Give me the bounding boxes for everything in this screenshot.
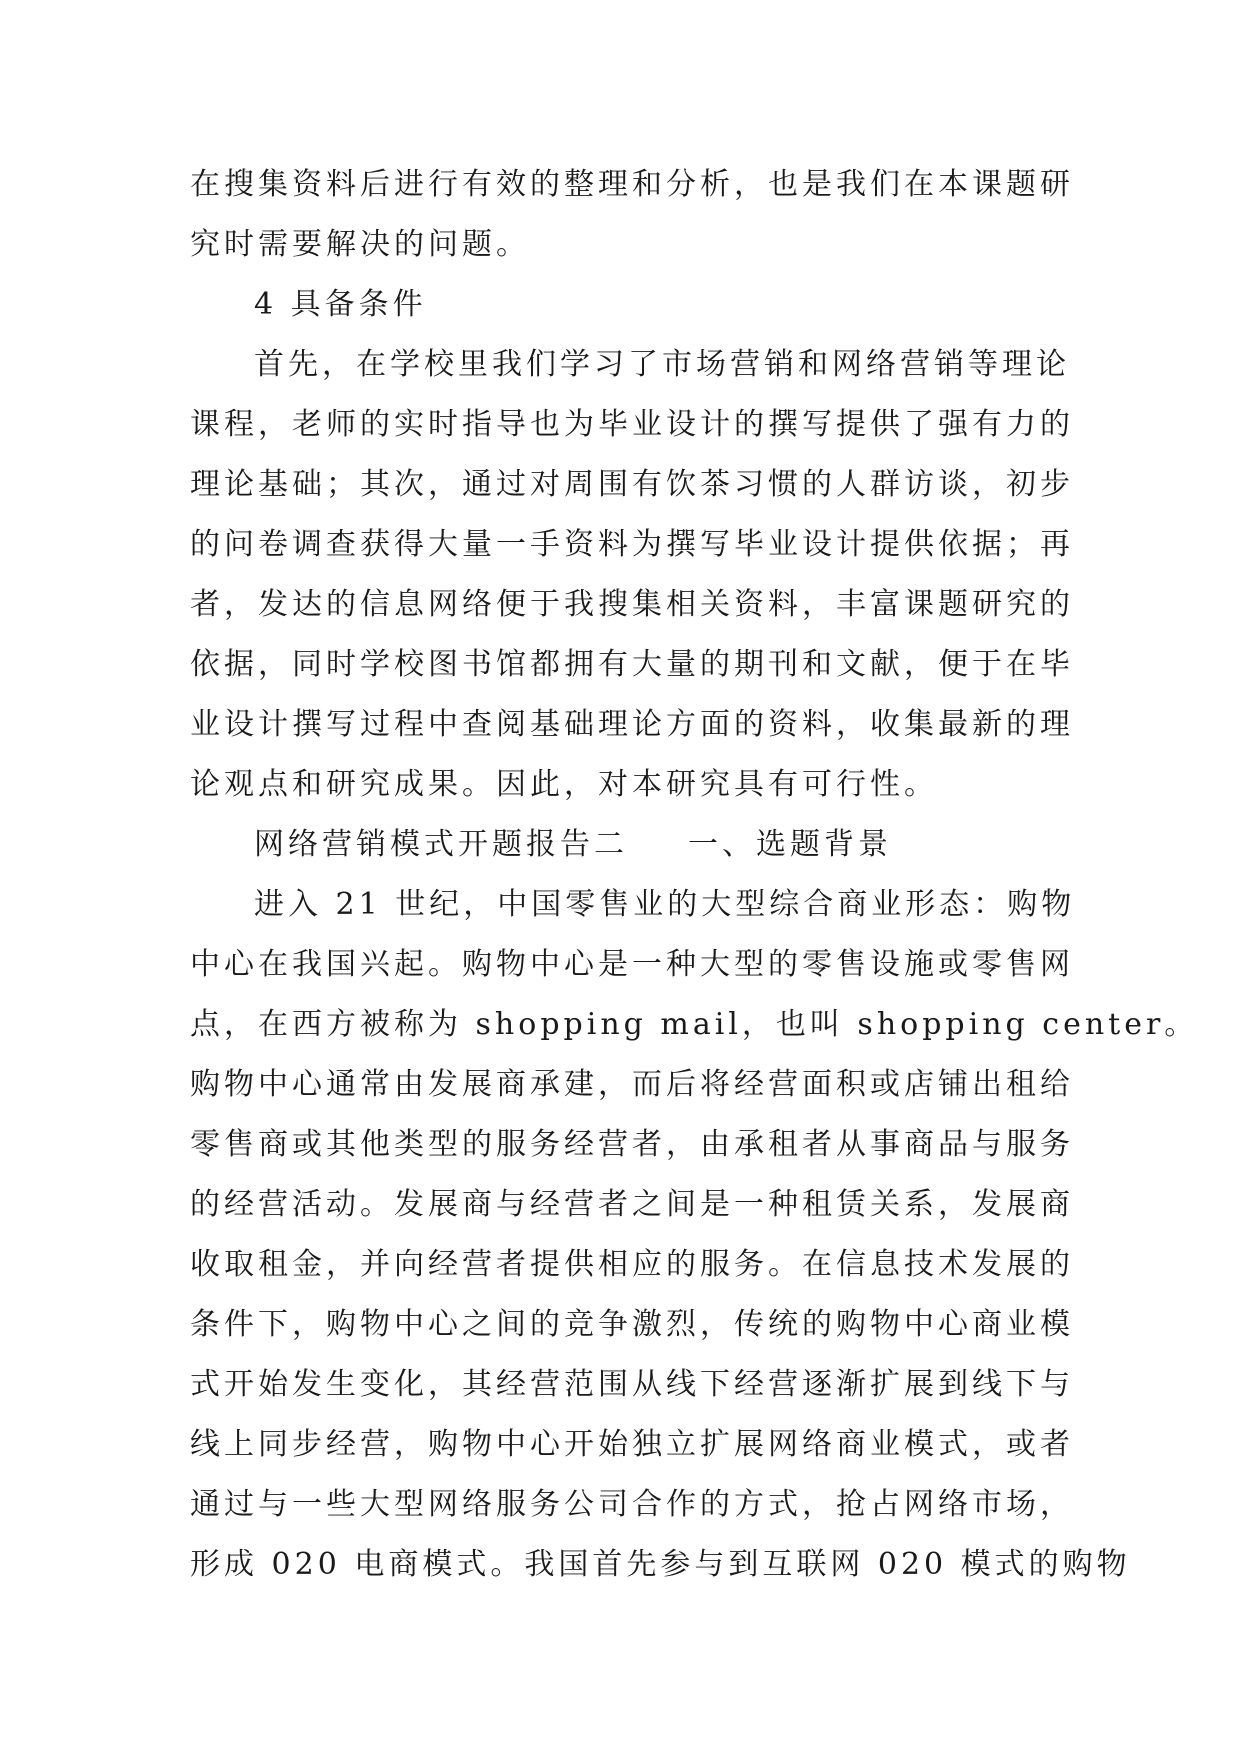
text-line: 的经营活动。发展商与经营者之间是一种租赁关系，发展商: [190, 1187, 1074, 1222]
text-line: 中心在我国兴起。购物中心是一种大型的零售设施或零售网: [190, 947, 1074, 982]
text-line: 究时需要解决的问题。: [190, 227, 530, 262]
text-line: 购物中心通常由发展商承建，而后将经营面积或店铺出租给: [190, 1067, 1074, 1102]
text-line: 点，在西方被称为 shopping mail，也叫 shopping center。: [190, 1007, 1199, 1042]
text-line: 式开始发生变化，其经营范围从线下经营逐渐扩展到线下与: [190, 1367, 1074, 1402]
text-line: 线上同步经营，购物中心开始独立扩展网络商业模式，或者: [190, 1427, 1074, 1462]
report-title: 网络营销模式开题报告二: [254, 827, 628, 862]
text-line: 理论基础；其次，通过对周围有饮茶习惯的人群访谈，初步: [190, 467, 1074, 502]
section-heading: 4 具备条件: [254, 287, 427, 322]
section-heading: 一、选题背景: [688, 827, 892, 862]
text-line: 课程，老师的实时指导也为毕业设计的撰写提供了强有力的: [190, 407, 1074, 442]
text-line: 收取租金，并向经营者提供相应的服务。在信息技术发展的: [190, 1247, 1074, 1282]
document-body: [190, 155, 1199, 1595]
report-title-line: [190, 815, 1060, 875]
text-line: 论观点和研究成果。因此，对本研究具有可行性。: [190, 767, 938, 802]
text-line: 进入 21 世纪，中国零售业的大型综合商业形态：购物: [254, 887, 1076, 922]
text-line: 零售商或其他类型的服务经营者，由承租者从事商品与服务: [190, 1127, 1074, 1162]
text-line: 业设计撰写过程中查阅基础理论方面的资料，收集最新的理: [190, 707, 1074, 742]
text-line: 首先，在学校里我们学习了市场营销和网络营销等理论: [254, 347, 1070, 382]
text-line: 形成 020 电商模式。我国首先参与到互联网 020 模式的购物: [190, 1547, 1131, 1582]
text-line: 者，发达的信息网络便于我搜集相关资料，丰富课题研究的: [190, 587, 1074, 622]
text-line: 的问卷调查获得大量一手资料为撰写毕业设计提供依据；再: [190, 527, 1074, 562]
text-line: 在搜集资料后进行有效的整理和分析，也是我们在本课题研: [190, 167, 1074, 202]
text-line: 通过与一些大型网络服务公司合作的方式，抢占网络市场，: [190, 1487, 1074, 1522]
text-line: 依据，同时学校图书馆都拥有大量的期刊和文献，便于在毕: [190, 647, 1074, 682]
text-line: 条件下，购物中心之间的竞争激烈，传统的购物中心商业模: [190, 1307, 1074, 1342]
